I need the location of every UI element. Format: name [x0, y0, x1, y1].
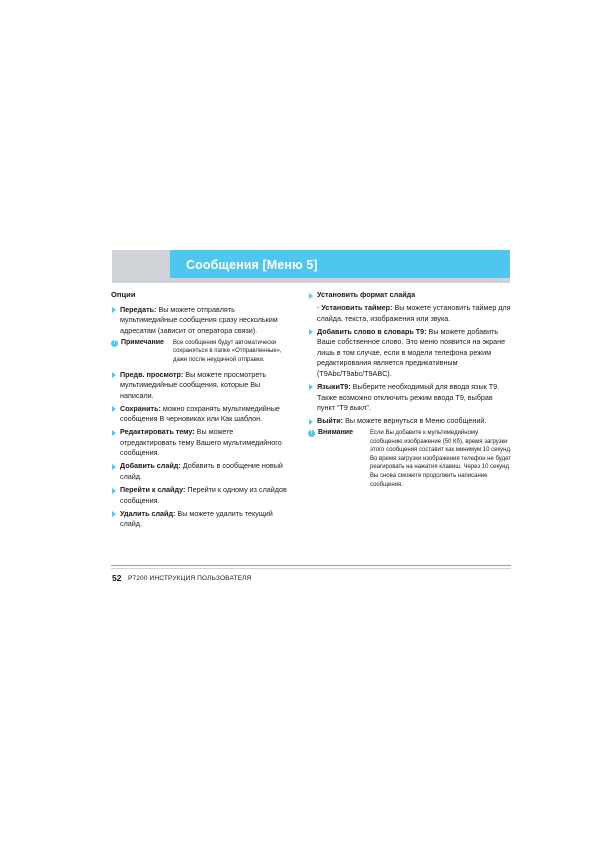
bullet-triangle-icon — [112, 464, 116, 470]
left-column — [111, 290, 289, 532]
warning-text: Если Вы добавите к мультимедийному сообщению изображение (50 Кб), время загрузки этого сообщения составит как минимум 10 секунд. Во время загрузки изображения телефон не будет реагировать на нажатия клавиш. Через 10 секунд Вы снова сможете продолжить написание сообщения. — [370, 430, 512, 488]
list-item-t9-languages — [308, 382, 512, 414]
page-number: 52 — [112, 573, 122, 583]
item-term: Предв. просмотр: — [120, 369, 184, 379]
sub-item-text: Вы можете установить таймер для слайда, текста, изображения или звука. — [317, 302, 511, 323]
list-item-exit — [308, 416, 512, 427]
info-icon: ! — [111, 340, 118, 347]
item-term: Удалить слайд: — [120, 508, 176, 518]
note-block — [111, 339, 289, 365]
note-label: Примечание — [121, 338, 164, 346]
section-title: Сообщения [Меню 5] — [186, 258, 318, 272]
list-item-edit-subject — [111, 427, 289, 459]
item-text: можно сохранять мультимедийные сообщения В черновиках или Как шаблон. — [120, 403, 280, 424]
bullet-triangle-icon — [309, 329, 313, 335]
bullet-triangle-icon — [112, 307, 116, 313]
item-term: Передать: — [120, 304, 157, 314]
item-term: Сохранить: — [120, 403, 161, 413]
note-text: Все сообщения будут автоматически сохраняться в папке «Отправленные», даже после неудачной отправки. — [173, 339, 282, 363]
item-text: Вы можете добавить Ваше собственное слово. Это меню появится на экране лишь в том случае, если в модели телефона режим редактирования является предикативным (T9Abc/T9abc/T9ABC). — [317, 326, 506, 378]
warning-block — [308, 429, 512, 489]
sub-item-set-timer — [308, 303, 512, 324]
item-term: Установить формат слайда — [317, 290, 416, 299]
list-item-add-word — [308, 327, 512, 380]
item-term: Перейти к слайду: — [120, 485, 186, 495]
item-term: Добавить слово в словарь Т9: — [317, 326, 427, 336]
bullet-triangle-icon — [309, 384, 313, 390]
footer-divider-secondary — [111, 568, 511, 569]
item-text: Вы можете отправлять мультимедийные сообщения сразу нескольким адресатам (зависит от оператора связи). — [120, 304, 278, 335]
item-text: Выберите необходимый для ввода язык Т9. Также возможно отключить режим ввода Т9, выбрав пункт "Т9 выкл". — [317, 381, 500, 413]
right-column — [308, 290, 512, 494]
bullet-triangle-icon — [112, 372, 116, 378]
item-term: Редактировать тему: — [120, 427, 195, 437]
item-text: Вы можете отредактировать тему Вашего мультимедийного сообщения. — [120, 427, 282, 458]
list-item-save — [111, 404, 289, 425]
item-term: ЯзыкиТ9: — [317, 381, 351, 391]
list-item-send — [111, 305, 289, 337]
options-heading: Опции — [111, 290, 136, 299]
list-item-preview — [111, 370, 289, 402]
item-text: Вы можете вернуться в Меню сообщений. — [343, 416, 487, 426]
item-text: Вы можете просмотреть мультимедийные сообщения, которые Вы написали. — [120, 369, 267, 400]
document-title: P7200 ИНСТРУКЦИЯ ПОЛЬЗОВАТЕЛЯ — [128, 575, 252, 582]
sub-item-term: Установить таймер: — [321, 302, 393, 312]
bullet-triangle-icon — [112, 430, 116, 436]
warning-label: Внимание — [318, 429, 353, 437]
bullet-triangle-icon — [112, 511, 116, 517]
bullet-triangle-icon — [112, 406, 116, 412]
item-text: Добавить в сообщение новый слайд. — [120, 461, 283, 482]
bullet-triangle-icon — [309, 419, 313, 425]
list-item-slide-format — [308, 290, 512, 301]
item-text: Перейти к одному из слайдов сообщения. — [120, 485, 287, 505]
warning-icon: ! — [308, 430, 315, 437]
item-term: Выйти: — [317, 416, 344, 426]
list-item-delete-slide — [111, 509, 289, 530]
bullet-triangle-icon — [112, 488, 116, 494]
item-term: Добавить слайд: — [120, 461, 181, 471]
sub-item-prefix: - — [317, 302, 322, 312]
footer-divider — [111, 565, 511, 566]
item-text: Вы можете удалить текущий слайд. — [120, 508, 273, 529]
list-item-goto-slide — [111, 485, 289, 506]
bullet-triangle-icon — [309, 293, 313, 299]
list-item-add-slide — [111, 461, 289, 482]
